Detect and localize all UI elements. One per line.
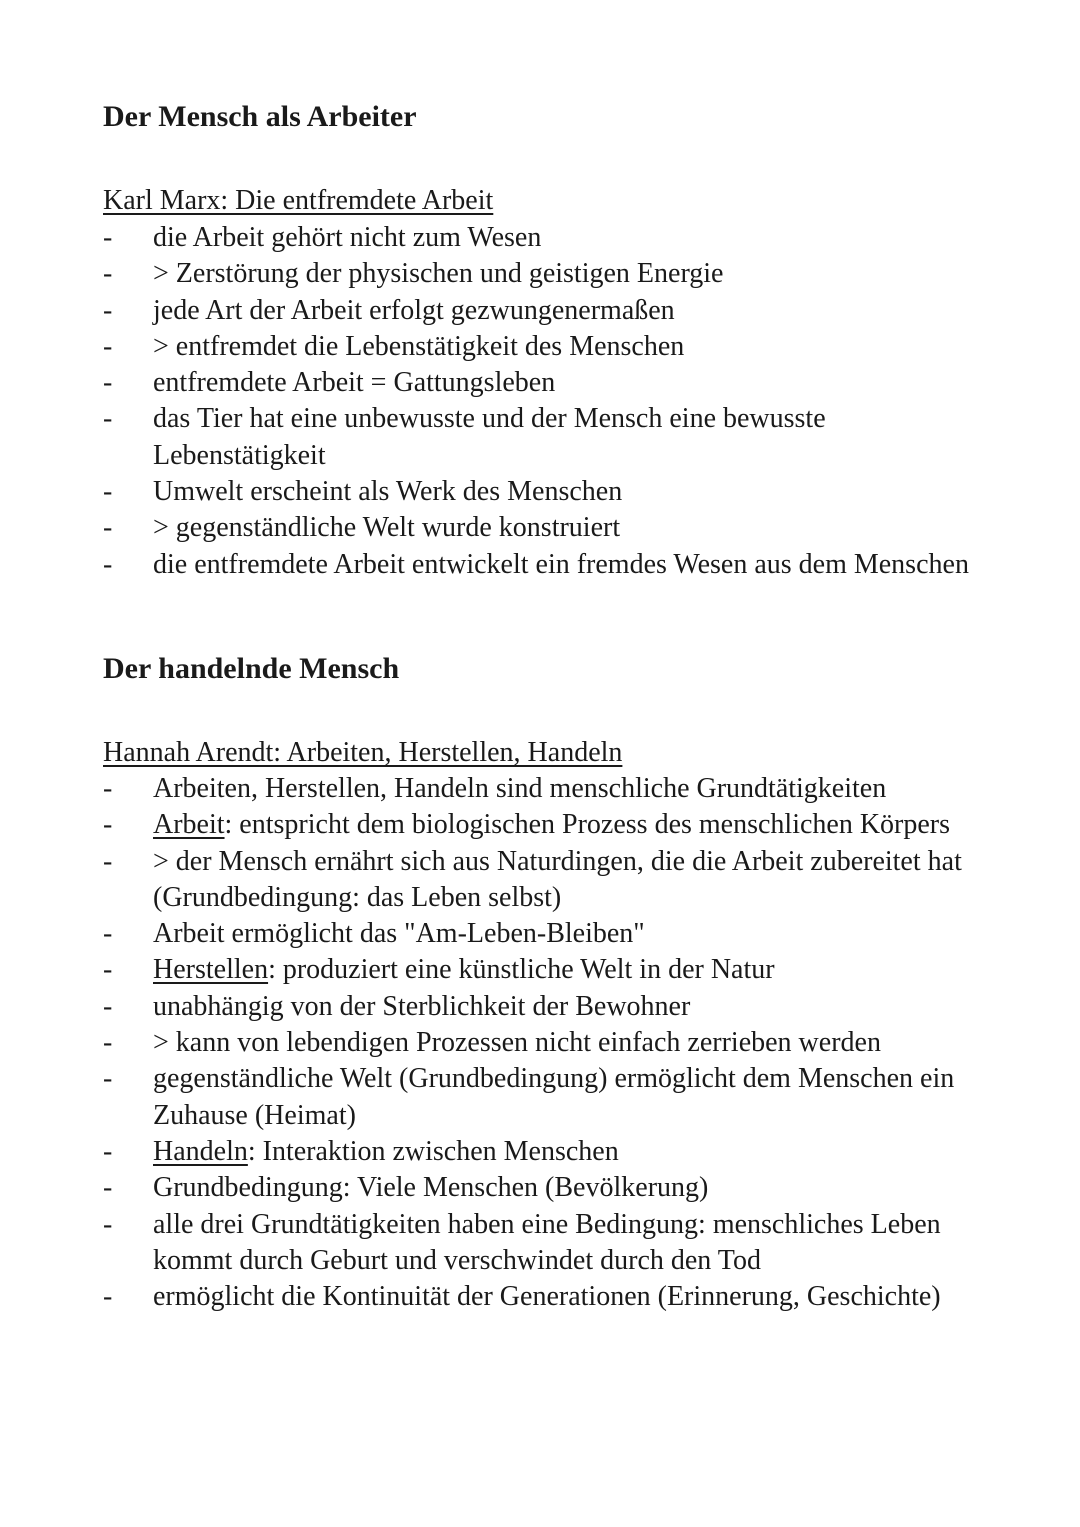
list-item-text: ermöglicht die Kontinuität der Generationen (Erinnerung, Geschichte) xyxy=(153,1281,941,1313)
list-item xyxy=(103,329,983,365)
bullet-dash: - xyxy=(103,330,113,362)
list-item-text: Arbeiten, Herstellen, Handeln sind menschliche Grundtätigkeiten xyxy=(153,773,887,804)
bullet-dash: - xyxy=(103,548,113,580)
bullet-dash: - xyxy=(103,367,113,399)
list-item-text: > entfremdet die Lebenstätigkeit des Menschen xyxy=(153,330,685,362)
list-item-text: > kann von lebendigen Prozessen nicht einfach zerrieben werden xyxy=(153,1027,881,1059)
list-item xyxy=(103,1207,983,1280)
list-item xyxy=(103,256,983,292)
bullet-list-marx xyxy=(103,220,983,583)
bullet-dash: - xyxy=(103,1281,113,1313)
list-item xyxy=(103,952,983,988)
list-item xyxy=(103,1170,983,1206)
list-item xyxy=(103,1061,983,1134)
bullet-dash: - xyxy=(103,990,113,1022)
list-item xyxy=(103,1279,983,1315)
list-item xyxy=(103,365,983,401)
list-item xyxy=(103,844,983,917)
key-term: Handeln xyxy=(153,1135,248,1167)
list-item-text: : produziert eine künstliche Welt in der Natur xyxy=(268,954,775,986)
list-item-text: > gegenständliche Welt wurde konstruiert xyxy=(153,512,621,544)
bullet-dash: - xyxy=(103,1208,113,1240)
list-item-text: Grundbedingung: Viele Menschen (Bevölkerung) xyxy=(153,1172,709,1204)
bullet-dash: - xyxy=(103,294,113,326)
list-item xyxy=(103,807,983,843)
list-item xyxy=(103,989,983,1025)
bullet-dash: - xyxy=(103,1135,113,1167)
list-item xyxy=(103,547,983,583)
key-term: Herstellen xyxy=(153,954,269,986)
section-heading-handelnde-mensch: Der handelnde Mensch xyxy=(103,652,400,685)
list-item xyxy=(103,916,983,952)
bullet-dash: - xyxy=(103,954,113,986)
key-term: Arbeit xyxy=(153,809,225,841)
list-item-text: unabhängig von der Sterblichkeit der Bewohner xyxy=(153,990,691,1022)
section-heading-arbeiter: Der Mensch als Arbeiter xyxy=(103,100,417,133)
list-item xyxy=(103,401,983,474)
bullet-dash: - xyxy=(103,773,113,804)
list-item-text: : Interaktion zwischen Menschen xyxy=(247,1135,619,1167)
bullet-dash: - xyxy=(103,476,113,508)
list-item-text: die Arbeit gehört nicht zum Wesen xyxy=(153,222,542,253)
bullet-dash: - xyxy=(103,1027,113,1059)
list-item xyxy=(103,1025,983,1061)
list-item-text: > der Mensch ernährt sich aus Naturdingen, die die Arbeit zubereitet hat (Grundbedingung: das Leben selbst) xyxy=(153,845,962,913)
list-item-text: > Zerstörung der physischen und geistigen Energie xyxy=(153,258,724,290)
bullet-dash: - xyxy=(103,1172,113,1204)
bullet-dash: - xyxy=(103,222,113,253)
bullet-dash: - xyxy=(103,845,113,877)
list-item-text: Umwelt erscheint als Werk des Menschen xyxy=(153,476,623,508)
list-item xyxy=(103,293,983,329)
list-item-text: das Tier hat eine unbewusste und der Mensch eine bewusste Lebenstätigkeit xyxy=(153,403,826,471)
bullet-list-arendt xyxy=(103,771,983,1315)
list-item xyxy=(103,474,983,510)
list-item-text: gegenständliche Welt (Grundbedingung) ermöglicht dem Menschen ein Zuhause (Heimat) xyxy=(153,1063,955,1131)
bullet-dash: - xyxy=(103,403,113,435)
bullet-dash: - xyxy=(103,1063,113,1095)
bullet-dash: - xyxy=(103,809,113,841)
bullet-dash: - xyxy=(103,258,113,290)
list-item-text: entfremdete Arbeit = Gattungsleben xyxy=(153,367,556,399)
list-item-text: die entfremdete Arbeit entwickelt ein fremdes Wesen aus dem Menschen xyxy=(153,548,969,580)
list-item xyxy=(103,510,983,546)
subheading-hannah-arendt: Hannah Arendt: Arbeiten, Herstellen, Handeln xyxy=(103,737,623,768)
list-item xyxy=(103,220,983,256)
list-item-text: alle drei Grundtätigkeiten haben eine Bedingung: menschliches Leben kommt durch Geburt und verschwindet durch den Tod xyxy=(153,1208,941,1276)
subheading-karl-marx: Karl Marx: Die entfremdete Arbeit xyxy=(103,185,494,216)
list-item-text: : entspricht dem biologischen Prozess des menschlichen Körpers xyxy=(224,809,951,841)
list-item xyxy=(103,1134,983,1170)
bullet-dash: - xyxy=(103,918,113,950)
list-item xyxy=(103,771,983,807)
bullet-dash: - xyxy=(103,512,113,544)
list-item-text: jede Art der Arbeit erfolgt gezwungenermaßen xyxy=(153,294,675,326)
list-item-text: Arbeit ermöglicht das "Am-Leben-Bleiben" xyxy=(153,918,645,950)
